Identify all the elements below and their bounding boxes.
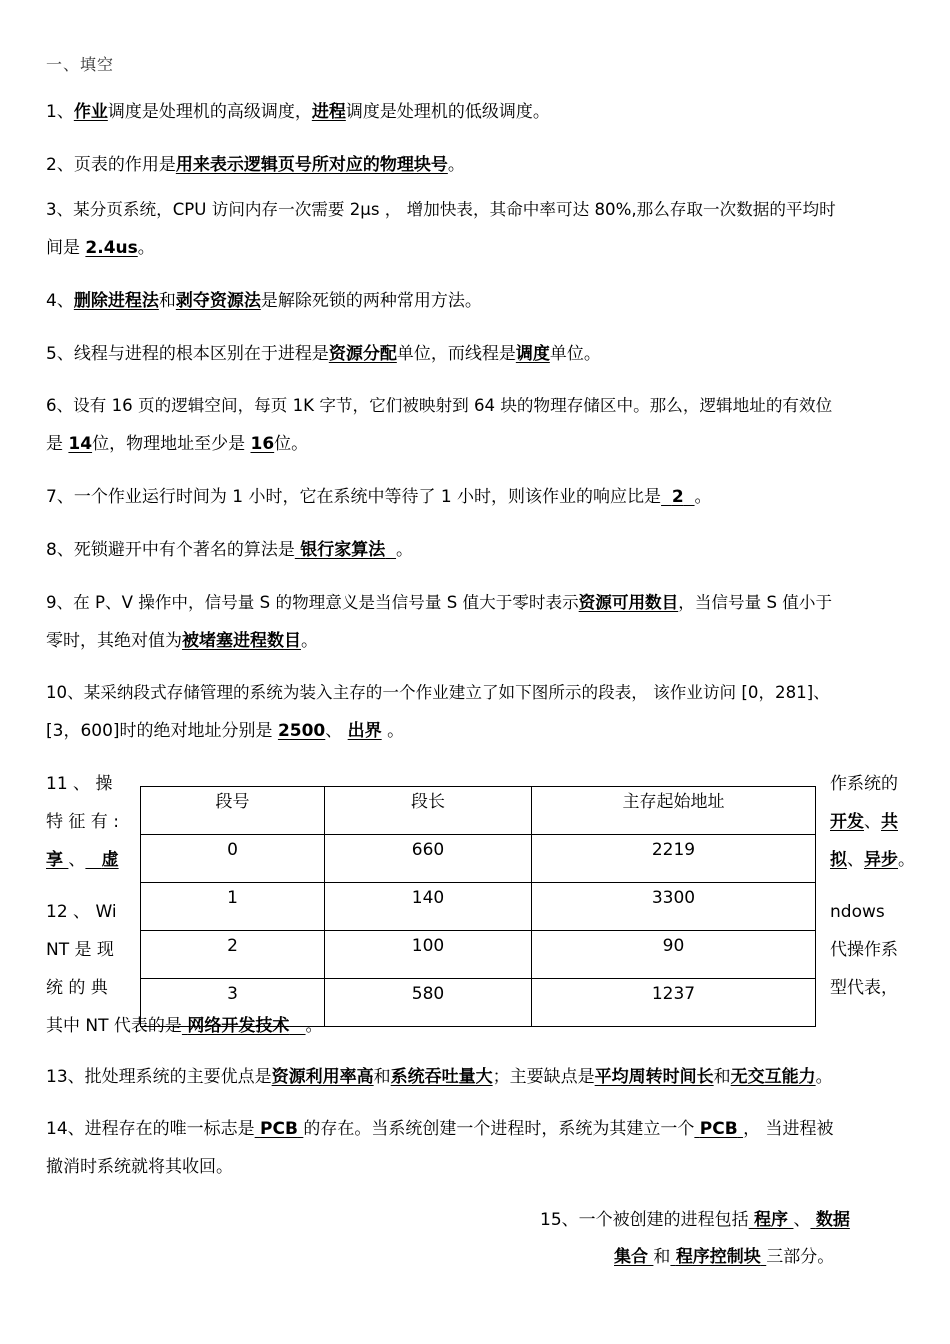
answer: 被堵塞进程数目 [182, 631, 301, 651]
answer: 资源利用率高 [271, 1067, 374, 1087]
question-text: 15、一个被创建的进程包括 [540, 1210, 749, 1230]
question-text: 。 [381, 721, 405, 741]
answer: 无交互能力 [730, 1067, 816, 1087]
answer: 作业 [73, 102, 108, 122]
answer: 程序控制块 [675, 1247, 761, 1267]
answer: 平均周转时间长 [594, 1067, 714, 1087]
table-cell: 100 [325, 931, 532, 979]
question-9-line-2 [46, 630, 318, 652]
answer: 银行家算法 [300, 540, 386, 560]
q11-right-2 [830, 811, 898, 833]
answer: 异步 [864, 850, 898, 870]
q12-right-1: ndows [830, 902, 885, 922]
answer: 14 [68, 434, 93, 454]
answer: 集合 [614, 1247, 648, 1267]
question-text: 、 [325, 721, 348, 741]
question-text: 8、死锁避开中有个著名的算法是 [46, 540, 295, 560]
answer: 2 [671, 487, 684, 507]
answer: 2.4us [85, 238, 138, 258]
question-14-line-2: 撤消时系统就将其收回。 [46, 1157, 233, 1177]
question-text: 9、在 P、V 操作中，信号量 S 的物理意义是当信号量 S 值大于零时表示 [46, 593, 579, 612]
question-text: 。 [447, 155, 465, 175]
question-text: ， 当进程被 [743, 1119, 834, 1139]
question-text: 三部分。 [766, 1247, 835, 1267]
question-7 [46, 486, 712, 508]
answer: 剥夺资源法 [175, 291, 261, 311]
table-cell: 1 [141, 883, 325, 931]
question-text: 13、批处理系统的主要优点是 [46, 1067, 272, 1087]
answer: 虚 [101, 850, 119, 870]
question-text: 位。 [274, 434, 309, 454]
question-number: 4、 [46, 291, 74, 311]
answer: PCB [699, 1119, 738, 1139]
answer: 系统吞吐量大 [390, 1067, 493, 1087]
answer: 进程 [311, 102, 346, 122]
answer: 调度 [515, 344, 550, 364]
question-8 [46, 539, 413, 561]
question-text: 、 [68, 850, 86, 870]
question-text: 。 [396, 540, 414, 560]
question-5 [46, 343, 601, 365]
q11-left-3 [46, 849, 126, 871]
question-6-line-2 [46, 433, 308, 455]
question-text: 调度是处理机的低级调度。 [345, 102, 550, 122]
question-text: 单位，而线程是 [396, 344, 516, 364]
question-14-line-1 [46, 1118, 833, 1140]
table-cell: 0 [141, 835, 325, 883]
question-text: 的存在。当系统创建一个进程时，系统为其建立一个 [303, 1119, 695, 1139]
question-text: 、 [864, 812, 881, 832]
segment-table [140, 786, 816, 1027]
answer: 删除进程法 [73, 291, 159, 311]
q11-right-1: 作系统的 [830, 774, 898, 794]
question-text: ，当信号量 S 值小于 [678, 593, 833, 612]
question-text: 间是 [46, 238, 86, 258]
question-text: 。 [301, 631, 318, 651]
question-10-line-2 [46, 720, 404, 742]
q11-left-1: 11 、 操 [46, 774, 113, 794]
question-text: 。 [694, 487, 712, 507]
question-text: 页表的作用是 [73, 155, 176, 175]
answer: 资源分配 [328, 344, 397, 364]
question-10-line-1: 10、某采纳段式存储管理的系统为装入主存的一个作业建立了如下图所示的段表， 该作业访问 [0，281]、 [46, 683, 830, 702]
answer: 数据 [815, 1210, 850, 1230]
question-text: 调度是处理机的高级调度， [107, 102, 312, 122]
answer: 享 [46, 850, 63, 870]
question-number: 2、 [46, 155, 74, 175]
question-15-line-2 [614, 1246, 834, 1268]
table-header-cell: 主存起始地址 [532, 787, 816, 835]
q11-left-2: 特 征 有 : [46, 812, 119, 832]
question-text: 和 [653, 1247, 671, 1267]
answer: 网络开发技术 [187, 1016, 290, 1036]
q12-left-1: 12 、 Wi [46, 902, 117, 922]
question-text: 。 [898, 850, 915, 870]
question-number: 5、 [46, 344, 74, 364]
question-text: 单位。 [549, 344, 601, 364]
question-13 [46, 1066, 833, 1088]
question-text: 其中 NT 代表的是 [46, 1016, 182, 1036]
question-3-line-1: 3、某分页系统，CPU 访问内存一次需要 2μs ， 增加快表，其命中率可达 80%,那么存取一次数据的平均时 [46, 200, 836, 219]
question-text: 14、进程存在的唯一标志是 [46, 1119, 255, 1139]
table-header-row [141, 787, 816, 835]
question-text: 。 [815, 1067, 833, 1087]
table-header-cell: 段号 [141, 787, 325, 835]
question-text: 和 [713, 1067, 731, 1087]
question-2 [46, 154, 465, 176]
answer: PCB [260, 1119, 298, 1139]
section-title: 一、填空 [46, 55, 115, 74]
answer: 用来表示逻辑页号所对应的物理块号 [175, 155, 448, 175]
question-text: 、 [793, 1210, 811, 1230]
question-text: 是解除死锁的两种常用方法。 [260, 291, 482, 311]
table-header-cell: 段长 [325, 787, 532, 835]
question-text: 、 [847, 850, 864, 870]
table-cell: 90 [532, 931, 816, 979]
q12-left-2: NT 是 现 [46, 940, 114, 960]
question-text: [3，600]时的绝对地址分别是 [46, 721, 278, 741]
q11-right-3 [830, 849, 915, 871]
question-6-line-1: 6、设有 16 页的逻辑空间，每页 1K 字节，它们被映射到 64 块的物理存储区中。那么，逻辑地址的有效位 [46, 396, 833, 415]
answer: 资源可用数目 [578, 593, 679, 612]
answer: 开发 [830, 812, 864, 832]
table-row [141, 835, 816, 883]
question-4 [46, 290, 482, 312]
answer: 拟 [830, 850, 847, 870]
table-cell: 580 [325, 979, 532, 1027]
question-text: 7、一个作业运行时间为 1 小时，它在系统中等待了 1 小时，则该作业的响应比是 [46, 487, 662, 507]
question-15-line-1 [540, 1209, 850, 1231]
table-cell: 3300 [532, 883, 816, 931]
question-3-line-2 [46, 237, 155, 259]
q12-right-2: 代操作系 [830, 940, 898, 960]
question-text: 和 [158, 291, 176, 311]
answer: 共 [881, 812, 898, 832]
table-cell: 1237 [532, 979, 816, 1027]
table-row [141, 979, 816, 1027]
question-text: 。 [305, 1016, 323, 1036]
question-text: 和 [373, 1067, 391, 1087]
answer: 2500 [277, 721, 326, 741]
table-row [141, 883, 816, 931]
question-9-line-1 [46, 592, 832, 614]
question-1 [46, 101, 550, 123]
question-text: ；主要缺点是 [492, 1067, 595, 1087]
table-cell: 2 [141, 931, 325, 979]
question-text: 。 [137, 238, 155, 258]
question-text: 是 [46, 434, 69, 454]
answer: 16 [250, 434, 275, 454]
table-cell: 2219 [532, 835, 816, 883]
q12-left-3: 统 的 典 [46, 978, 108, 998]
question-text: 位，物理地址至少是 [92, 434, 251, 454]
answer: 出界 [347, 721, 382, 741]
q12-right-3: 型代表， [830, 978, 898, 998]
question-text: 零时，其绝对值为 [46, 631, 182, 651]
table-cell: 3 [141, 979, 325, 1027]
question-text: 线程与进程的根本区别在于进程是 [73, 344, 329, 364]
question-number: 1、 [46, 102, 74, 122]
table-cell: 660 [325, 835, 532, 883]
table-cell: 140 [325, 883, 532, 931]
answer: 程序 [754, 1210, 789, 1230]
table-row [141, 931, 816, 979]
